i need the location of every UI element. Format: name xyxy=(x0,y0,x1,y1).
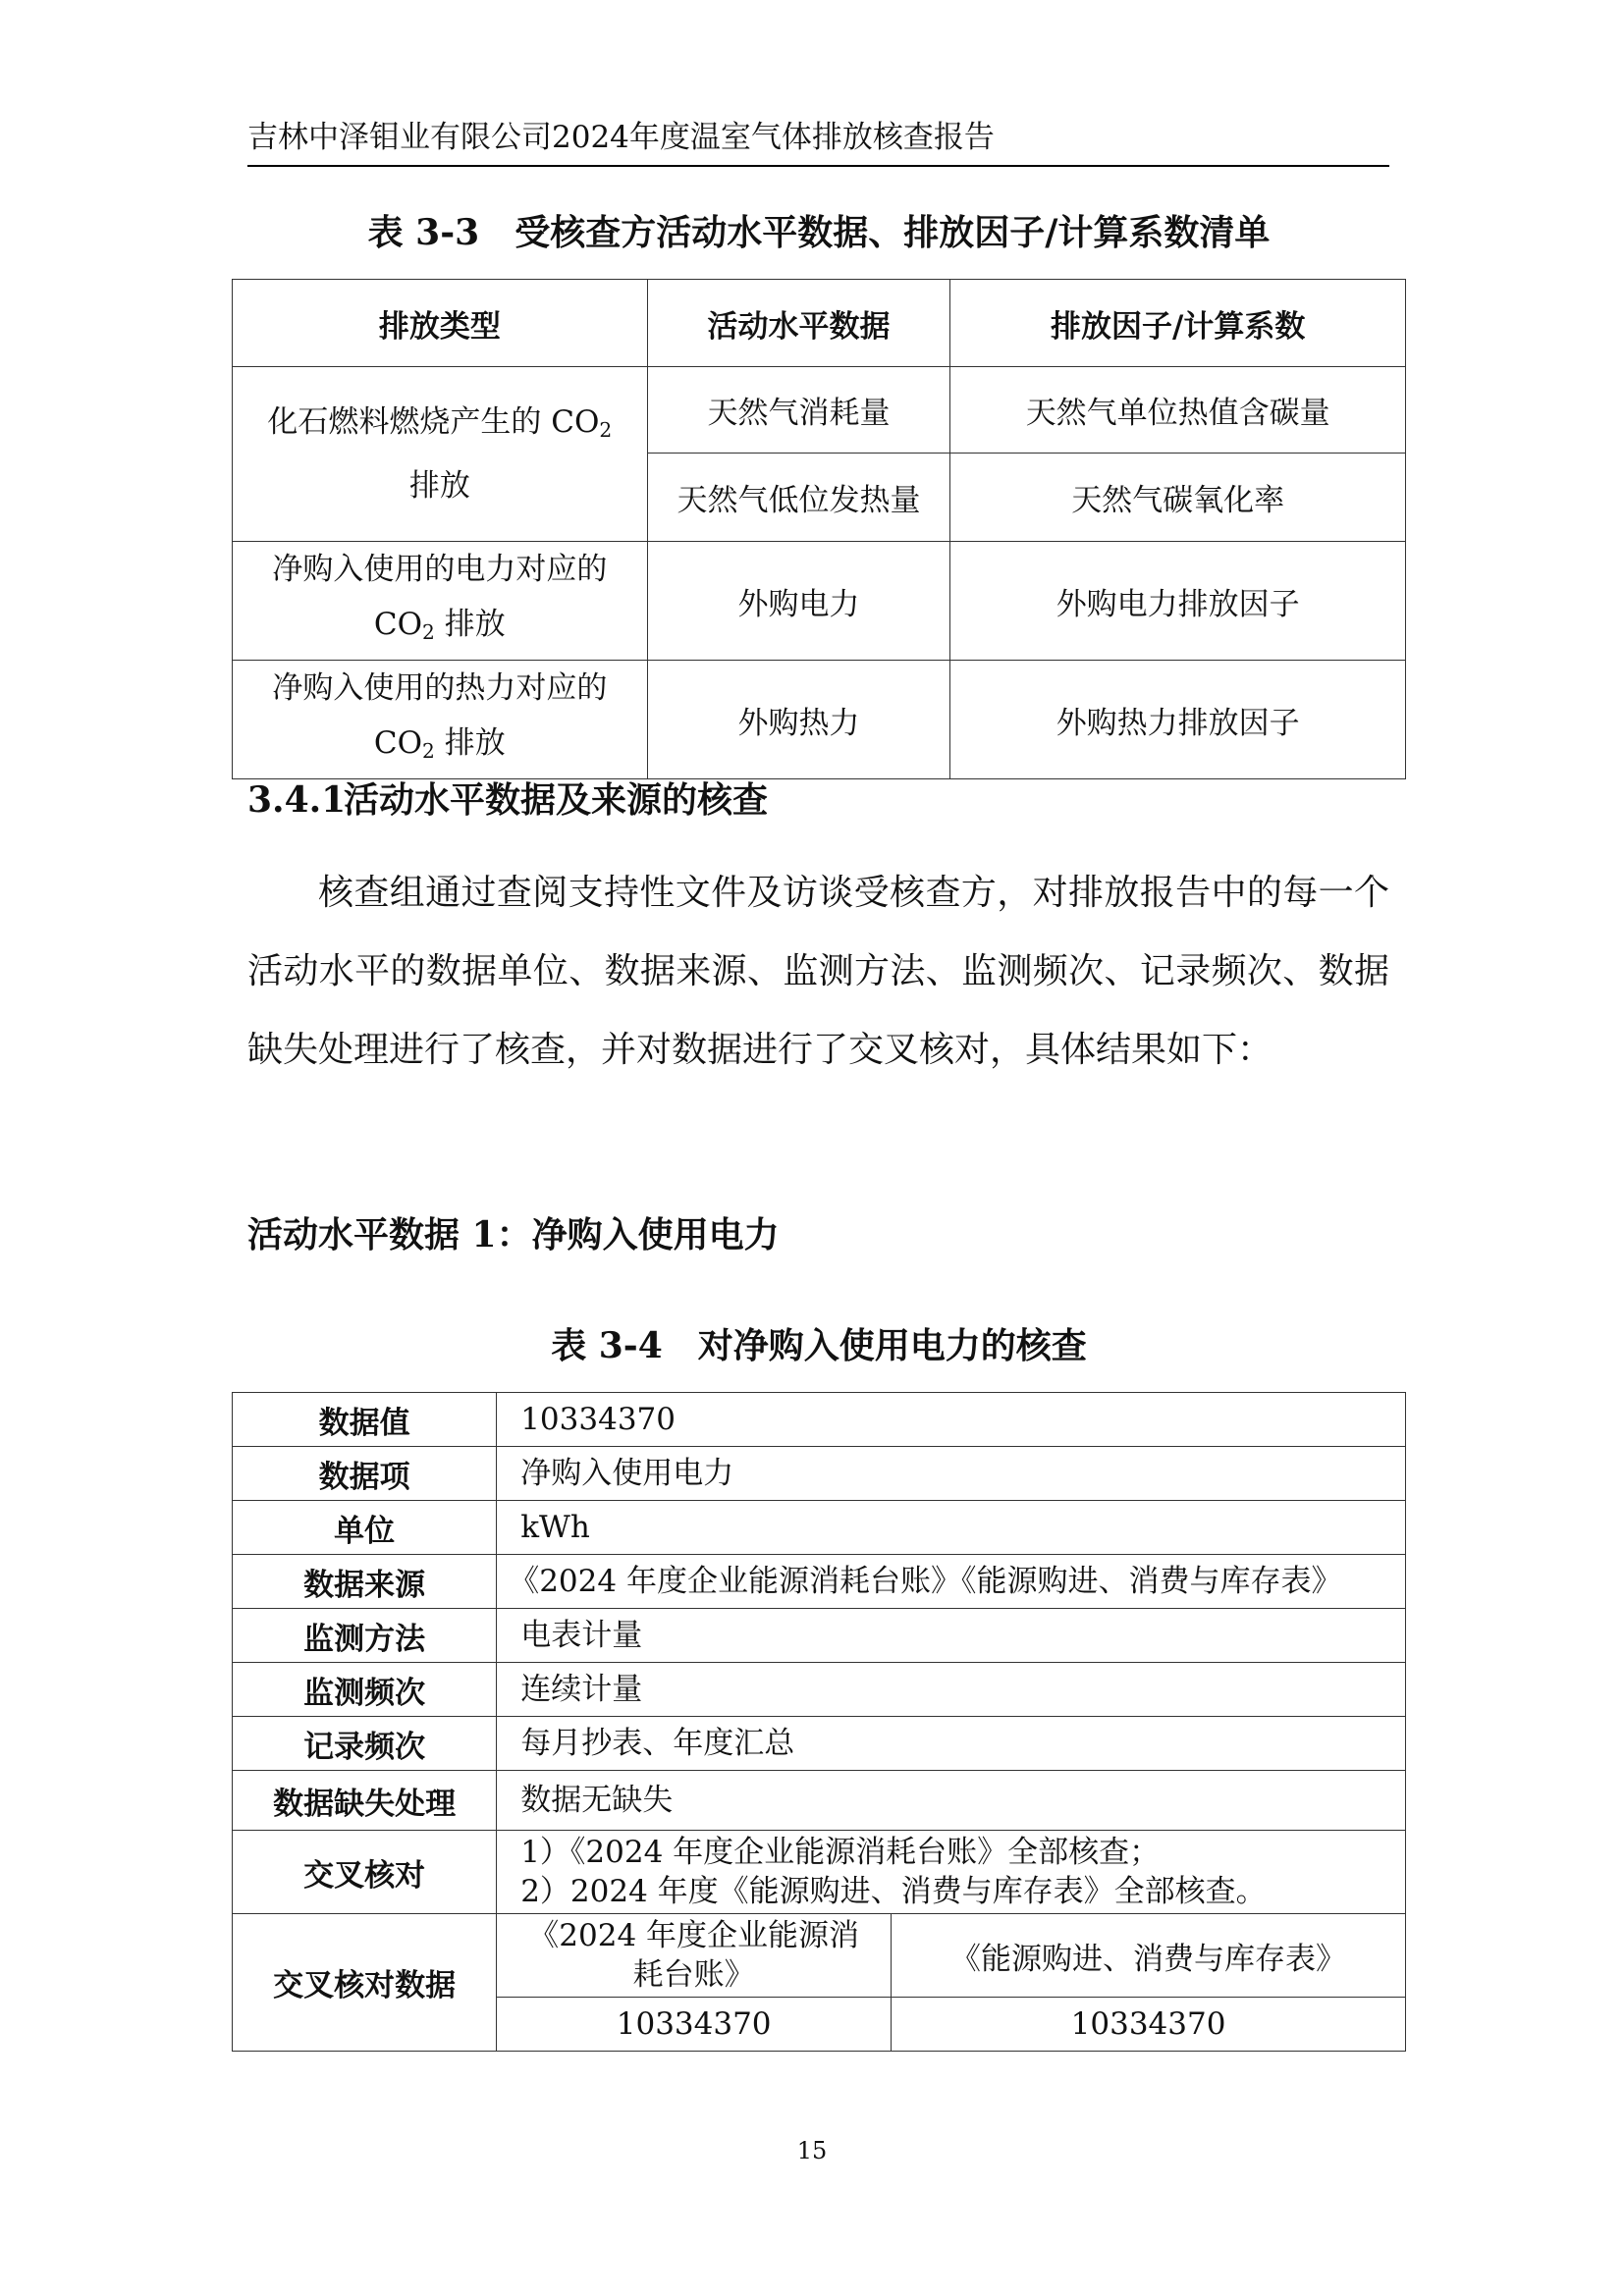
table-row xyxy=(233,1555,1406,1609)
table-row xyxy=(233,1831,1406,1914)
emission-factor-cell: 外购热力排放因子 xyxy=(950,661,1406,779)
table-header-row xyxy=(233,280,1406,367)
table-row xyxy=(233,1717,1406,1771)
body-paragraph: 核查组通过查阅支持性文件及访谈受核查方，对排放报告中的每一个活动水平的数据单位、数据来源、监测方法、监测频次、记录频次、数据缺失处理进行了核查，并对数据进行了交叉核对，具体结果如下： xyxy=(247,873,1389,1070)
row-value: 《2024 年度企业能源消耗台账》《能源购进、消费与库存表》 xyxy=(497,1555,1406,1609)
emission-type-text: 净购入使用的热力对应的 xyxy=(272,670,608,707)
emission-type-cell xyxy=(233,367,648,542)
emission-factor-cell: 天然气单位热值含碳量 xyxy=(950,367,1406,454)
source-column-header xyxy=(497,1914,892,1998)
table-row xyxy=(233,1771,1406,1831)
row-label: 监测方法 xyxy=(233,1609,497,1663)
row-label: 监测频次 xyxy=(233,1663,497,1717)
header-emission-type: 排放类型 xyxy=(233,280,648,367)
emission-type-text: 净购入使用的电力对应的 xyxy=(272,552,608,587)
emission-type-cell xyxy=(233,542,648,661)
source-column-header: 《能源购进、消费与库存表》 xyxy=(892,1914,1406,1998)
table-3-4 xyxy=(232,1392,1406,2052)
page-number: 15 xyxy=(796,2137,828,2164)
section-title: 活动水平数据及来源的核查 xyxy=(344,779,769,821)
table-row xyxy=(233,1501,1406,1555)
section-heading xyxy=(247,775,768,825)
source-header-line: 耗台账》 xyxy=(632,1957,755,1993)
activity-data-cell: 天然气低位发热量 xyxy=(647,454,950,542)
row-label: 单位 xyxy=(233,1501,497,1555)
section-number: 3.4.1 xyxy=(247,779,347,821)
table-row xyxy=(233,1914,1406,1998)
table-row xyxy=(233,1663,1406,1717)
subscript: 2 xyxy=(599,418,613,443)
header-emission-factor: 排放因子/计算系数 xyxy=(950,280,1406,367)
emission-type-text: 化石燃料燃烧产生的 CO xyxy=(267,404,600,441)
row-value: 电表计量 xyxy=(497,1609,1406,1663)
row-label: 交叉核对数据 xyxy=(233,1914,497,2052)
row-label: 数据缺失处理 xyxy=(233,1771,497,1831)
table-row xyxy=(233,661,1406,779)
activity-data-cell: 天然气消耗量 xyxy=(647,367,950,454)
source-header-line: 《2024 年度企业能源消 xyxy=(528,1918,860,1953)
table-row xyxy=(233,542,1406,661)
row-value: 每月抄表、年度汇总 xyxy=(497,1717,1406,1771)
row-label: 数据值 xyxy=(233,1393,497,1447)
row-value: 10334370 xyxy=(497,1393,1406,1447)
subscript: 2 xyxy=(422,739,435,764)
cross-check-value: 10334370 xyxy=(497,1998,892,2052)
row-value: kWh xyxy=(497,1501,1406,1555)
emission-type-co: CO xyxy=(373,725,423,762)
table-row xyxy=(233,1447,1406,1501)
table-row xyxy=(233,1393,1406,1447)
row-label: 数据来源 xyxy=(233,1555,497,1609)
activity-data-cell: 外购热力 xyxy=(647,661,950,779)
row-value: 净购入使用电力 xyxy=(497,1447,1406,1501)
emission-type-cell xyxy=(233,661,648,779)
cross-check-line: 2）2024 年度《能源购进、消费与库存表》全部核查。 xyxy=(520,1874,1267,1909)
emission-type-tail: 排放 xyxy=(434,725,506,762)
emission-factor-cell: 外购电力排放因子 xyxy=(950,542,1406,661)
table-row xyxy=(233,1609,1406,1663)
row-value: 数据无缺失 xyxy=(497,1771,1406,1831)
table-row xyxy=(233,367,1406,454)
row-value xyxy=(497,1831,1406,1914)
subscript: 2 xyxy=(422,620,435,645)
row-label: 交叉核对 xyxy=(233,1831,497,1914)
emission-factor-cell: 天然气碳氧化率 xyxy=(950,454,1406,542)
table-3-3-caption: 表 3-3 受核查方活动水平数据、排放因子/计算系数清单 xyxy=(367,212,1271,253)
row-value: 连续计量 xyxy=(497,1663,1406,1717)
page-header: 吉林中泽钼业有限公司2024年度温室气体排放核查报告 xyxy=(247,116,1389,167)
activity-data-cell: 外购电力 xyxy=(647,542,950,661)
row-label: 数据项 xyxy=(233,1447,497,1501)
row-label: 记录频次 xyxy=(233,1717,497,1771)
activity-heading: 活动水平数据 1：净购入使用电力 xyxy=(247,1214,780,1255)
emission-type-tail: 排放 xyxy=(408,467,470,504)
emission-type-tail: 排放 xyxy=(434,607,506,642)
header-activity-data: 活动水平数据 xyxy=(647,280,950,367)
table-3-4-caption: 表 3-4 对净购入使用电力的核查 xyxy=(551,1325,1087,1366)
cross-check-line: 1）《2024 年度企业能源消耗台账》全部核查； xyxy=(520,1835,1161,1870)
cross-check-value: 10334370 xyxy=(892,1998,1406,2052)
table-3-3 xyxy=(232,279,1406,779)
emission-type-co: CO xyxy=(373,607,423,642)
